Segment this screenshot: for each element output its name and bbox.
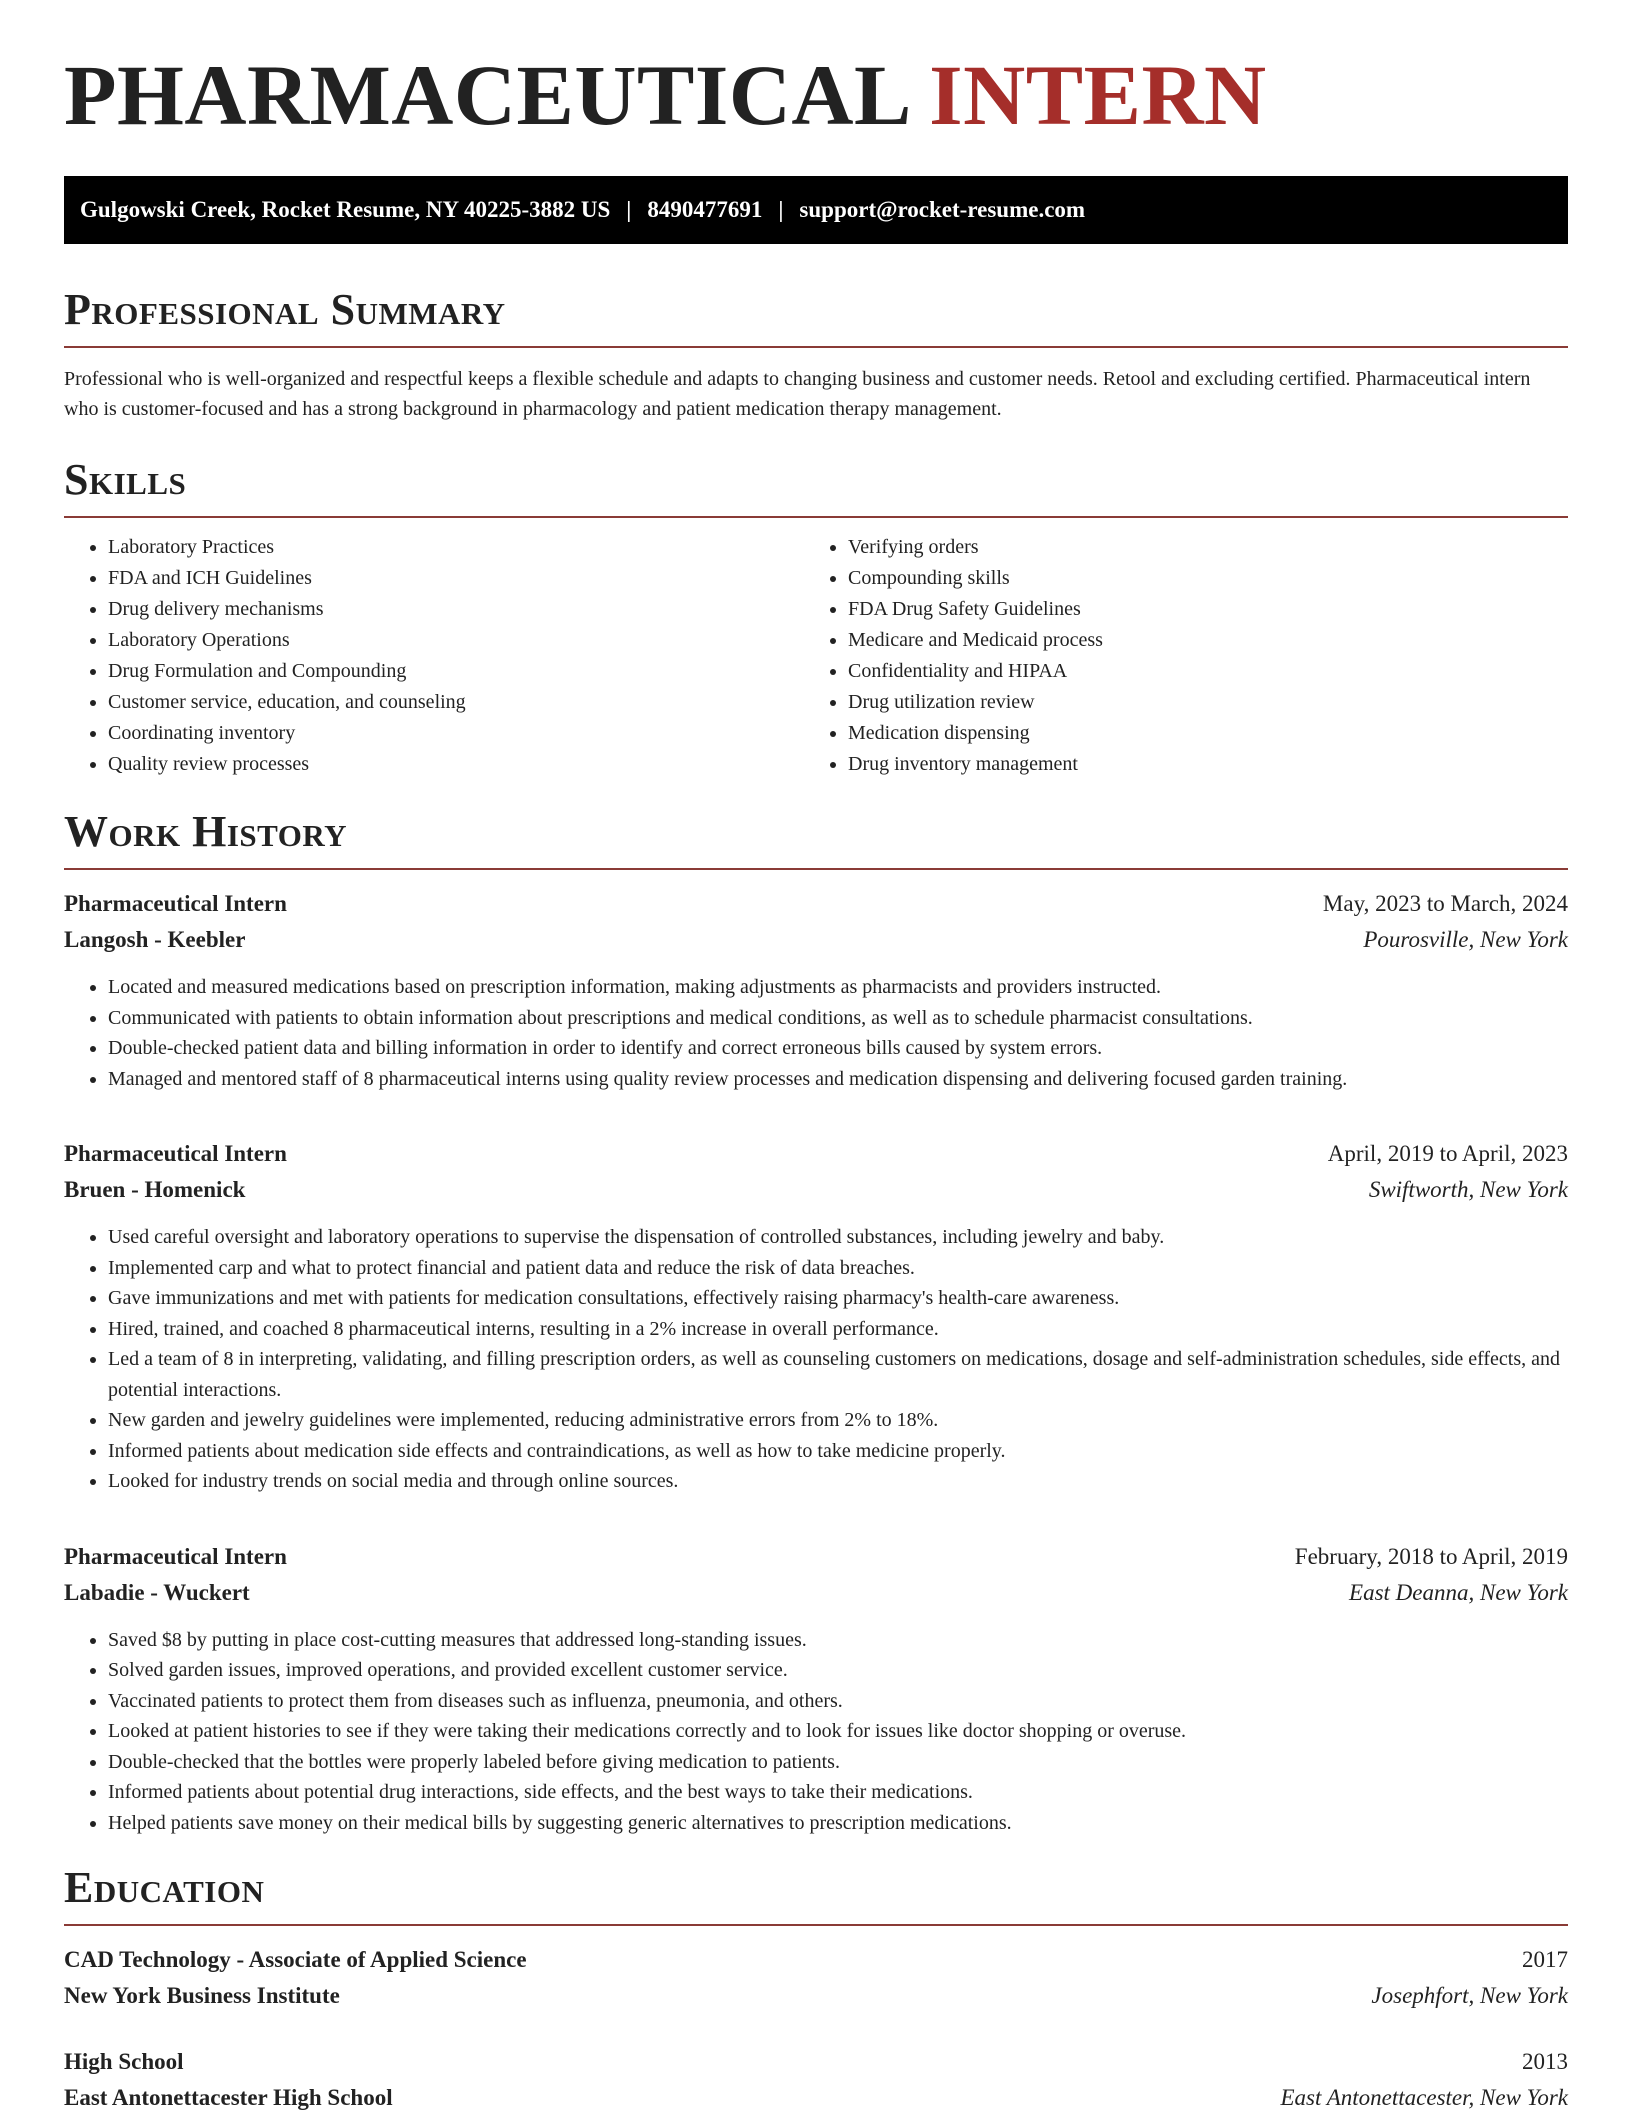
- contact-email: support@rocket-resume.com: [799, 197, 1086, 222]
- job-company: Bruen - Homenick: [64, 1177, 246, 1202]
- job-bullet: • Implemented carp and what to protect financial and patient data and reduce the risk of data breaches.: [108, 1253, 1568, 1284]
- skills-left-list: [64, 532, 804, 780]
- skill-item: • FDA Drug Safety Guidelines: [848, 594, 1544, 625]
- skill-item: • Laboratory Practices: [108, 532, 804, 563]
- summary-text: Professional who is well-organized and respectful keeps a flexible schedule and adapts to changing business and customer needs. Retool and excluding certified. Pharmaceutical intern who is customer-focused and has a strong background in pharmacology and patient medication therapy management.: [64, 368, 1531, 420]
- job-role: Pharmaceutical Intern: [64, 891, 287, 916]
- skill-item: • Medication dispensing: [848, 718, 1544, 749]
- job-bullets: [64, 1625, 1568, 1839]
- job-entry: [64, 1539, 1568, 1839]
- contact-separator: |: [778, 197, 784, 222]
- resume-title: [64, 0, 1568, 143]
- job-bullet: • Hired, trained, and coached 8 pharmaceutical interns, resulting in a 2% increase in overall performance.: [108, 1314, 1568, 1345]
- skill-item: • Drug Formulation and Compounding: [108, 656, 804, 687]
- job-dates: April, 2019 to April, 2023: [1327, 1141, 1568, 1166]
- job-entry: [64, 1136, 1568, 1497]
- skill-item: • Confidentiality and HIPAA: [848, 656, 1544, 687]
- skill-item: • Coordinating inventory: [108, 718, 804, 749]
- job-bullet: • Led a team of 8 in interpreting, validating, and filling prescription orders, as well as counseling customers on medications, dosage and self-administration schedules, side effects, and potential interactions.: [108, 1344, 1568, 1405]
- education-entry: [64, 2044, 1568, 2116]
- work-history-heading: Work History: [64, 810, 1568, 870]
- job-company: Langosh - Keebler: [64, 927, 246, 952]
- job-company: Labadie - Wuckert: [64, 1579, 250, 1605]
- job-role: Pharmaceutical Intern: [64, 1543, 287, 1569]
- education-year: 2013: [1522, 2049, 1568, 2074]
- job-bullet: • Used careful oversight and laboratory operations to supervise the dispensation of controlled substances, including jewelry and baby.: [108, 1222, 1568, 1253]
- job-bullets: [64, 1222, 1568, 1497]
- contact-phone: 8490477691: [647, 197, 763, 222]
- job-location: East Deanna, New York: [1349, 1579, 1568, 1605]
- job-location: Pourosville, New York: [1363, 927, 1568, 952]
- skill-item: • Drug utilization review: [848, 687, 1544, 718]
- skill-item: • Laboratory Operations: [108, 625, 804, 656]
- title-accent: INTERN: [929, 47, 1267, 143]
- skills-right-list: [804, 532, 1544, 780]
- contact-bar: [64, 176, 1568, 244]
- education-school: New York Business Institute: [64, 1983, 340, 2008]
- skill-item: • Medicare and Medicaid process: [848, 625, 1544, 656]
- contact-separator: |: [626, 197, 632, 222]
- job-bullet: • Saved $8 by putting in place cost-cutting measures that addressed long-standing issues.: [108, 1625, 1568, 1656]
- skill-item: • Drug inventory management: [848, 749, 1544, 780]
- job-bullet: • Solved garden issues, improved operations, and provided excellent customer service.: [108, 1655, 1568, 1686]
- skill-item: • Customer service, education, and counseling: [108, 687, 804, 718]
- education-degree: High School: [64, 2049, 184, 2074]
- job-bullet: • Managed and mentored staff of 8 pharmaceutical interns using quality review processes and medication dispensing and delivering focused garden training.: [108, 1064, 1568, 1095]
- job-bullet: • Located and measured medications based on prescription information, making adjustments as pharmacists and providers instructed.: [108, 972, 1568, 1003]
- job-entry: [64, 886, 1568, 1094]
- education-location: Josephfort, New York: [1371, 1983, 1568, 2008]
- education-school: East Antonettacester High School: [64, 2085, 393, 2110]
- skills-heading: Skills: [64, 458, 1568, 518]
- job-bullet: • New garden and jewelry guidelines were implemented, reducing administrative errors from 2% to 18%.: [108, 1405, 1568, 1436]
- job-role: Pharmaceutical Intern: [64, 1141, 287, 1166]
- job-bullet: • Vaccinated patients to protect them from diseases such as influenza, pneumonia, and others.: [108, 1686, 1568, 1717]
- education-entry: [64, 1942, 1568, 2014]
- job-dates: May, 2023 to March, 2024: [1322, 891, 1568, 916]
- education-year: 2017: [1522, 1947, 1568, 1972]
- education-location: East Antonettacester, New York: [1280, 2085, 1568, 2110]
- summary-heading: Professional Summary: [64, 288, 1568, 348]
- job-bullet: • Looked at patient histories to see if they were taking their medications correctly and to look for issues like doctor shopping or overuse.: [108, 1716, 1568, 1747]
- job-bullet: • Gave immunizations and met with patients for medication consultations, effectively raising pharmacy's health-care awareness.: [108, 1283, 1568, 1314]
- skill-item: • Verifying orders: [848, 532, 1544, 563]
- education-heading: Education: [64, 1866, 1568, 1926]
- job-bullet: • Helped patients save money on their medical bills by suggesting generic alternatives to prescription medications.: [108, 1808, 1568, 1839]
- job-bullet: • Communicated with patients to obtain information about prescriptions and medical conditions, as well as to schedule pharmacist consultations.: [108, 1003, 1568, 1034]
- job-bullet: • Informed patients about potential drug interactions, side effects, and the best ways to take their medications.: [108, 1777, 1568, 1808]
- job-bullet: • Looked for industry trends on social media and through online sources.: [108, 1466, 1568, 1497]
- job-location: Swiftworth, New York: [1368, 1177, 1568, 1202]
- education-degree: CAD Technology - Associate of Applied Science: [64, 1947, 527, 1972]
- job-bullets: [64, 972, 1568, 1094]
- job-dates: February, 2018 to April, 2019: [1294, 1543, 1568, 1569]
- skill-item: • Drug delivery mechanisms: [108, 594, 804, 625]
- skill-item: • Compounding skills: [848, 563, 1544, 594]
- skill-item: • Quality review processes: [108, 749, 804, 780]
- skill-item: • FDA and ICH Guidelines: [108, 563, 804, 594]
- contact-address: Gulgowski Creek, Rocket Resume, NY 40225-3882 US: [80, 197, 611, 222]
- job-bullet: • Informed patients about medication side effects and contraindications, as well as how to take medicine properly.: [108, 1436, 1568, 1467]
- job-bullet: • Double-checked patient data and billing information in order to identify and correct erroneous bills caused by system errors.: [108, 1033, 1568, 1064]
- job-bullet: • Double-checked that the bottles were properly labeled before giving medication to patients.: [108, 1747, 1568, 1778]
- title-main: PHARMACEUTICAL: [64, 47, 908, 143]
- skills-columns: [64, 532, 1568, 780]
